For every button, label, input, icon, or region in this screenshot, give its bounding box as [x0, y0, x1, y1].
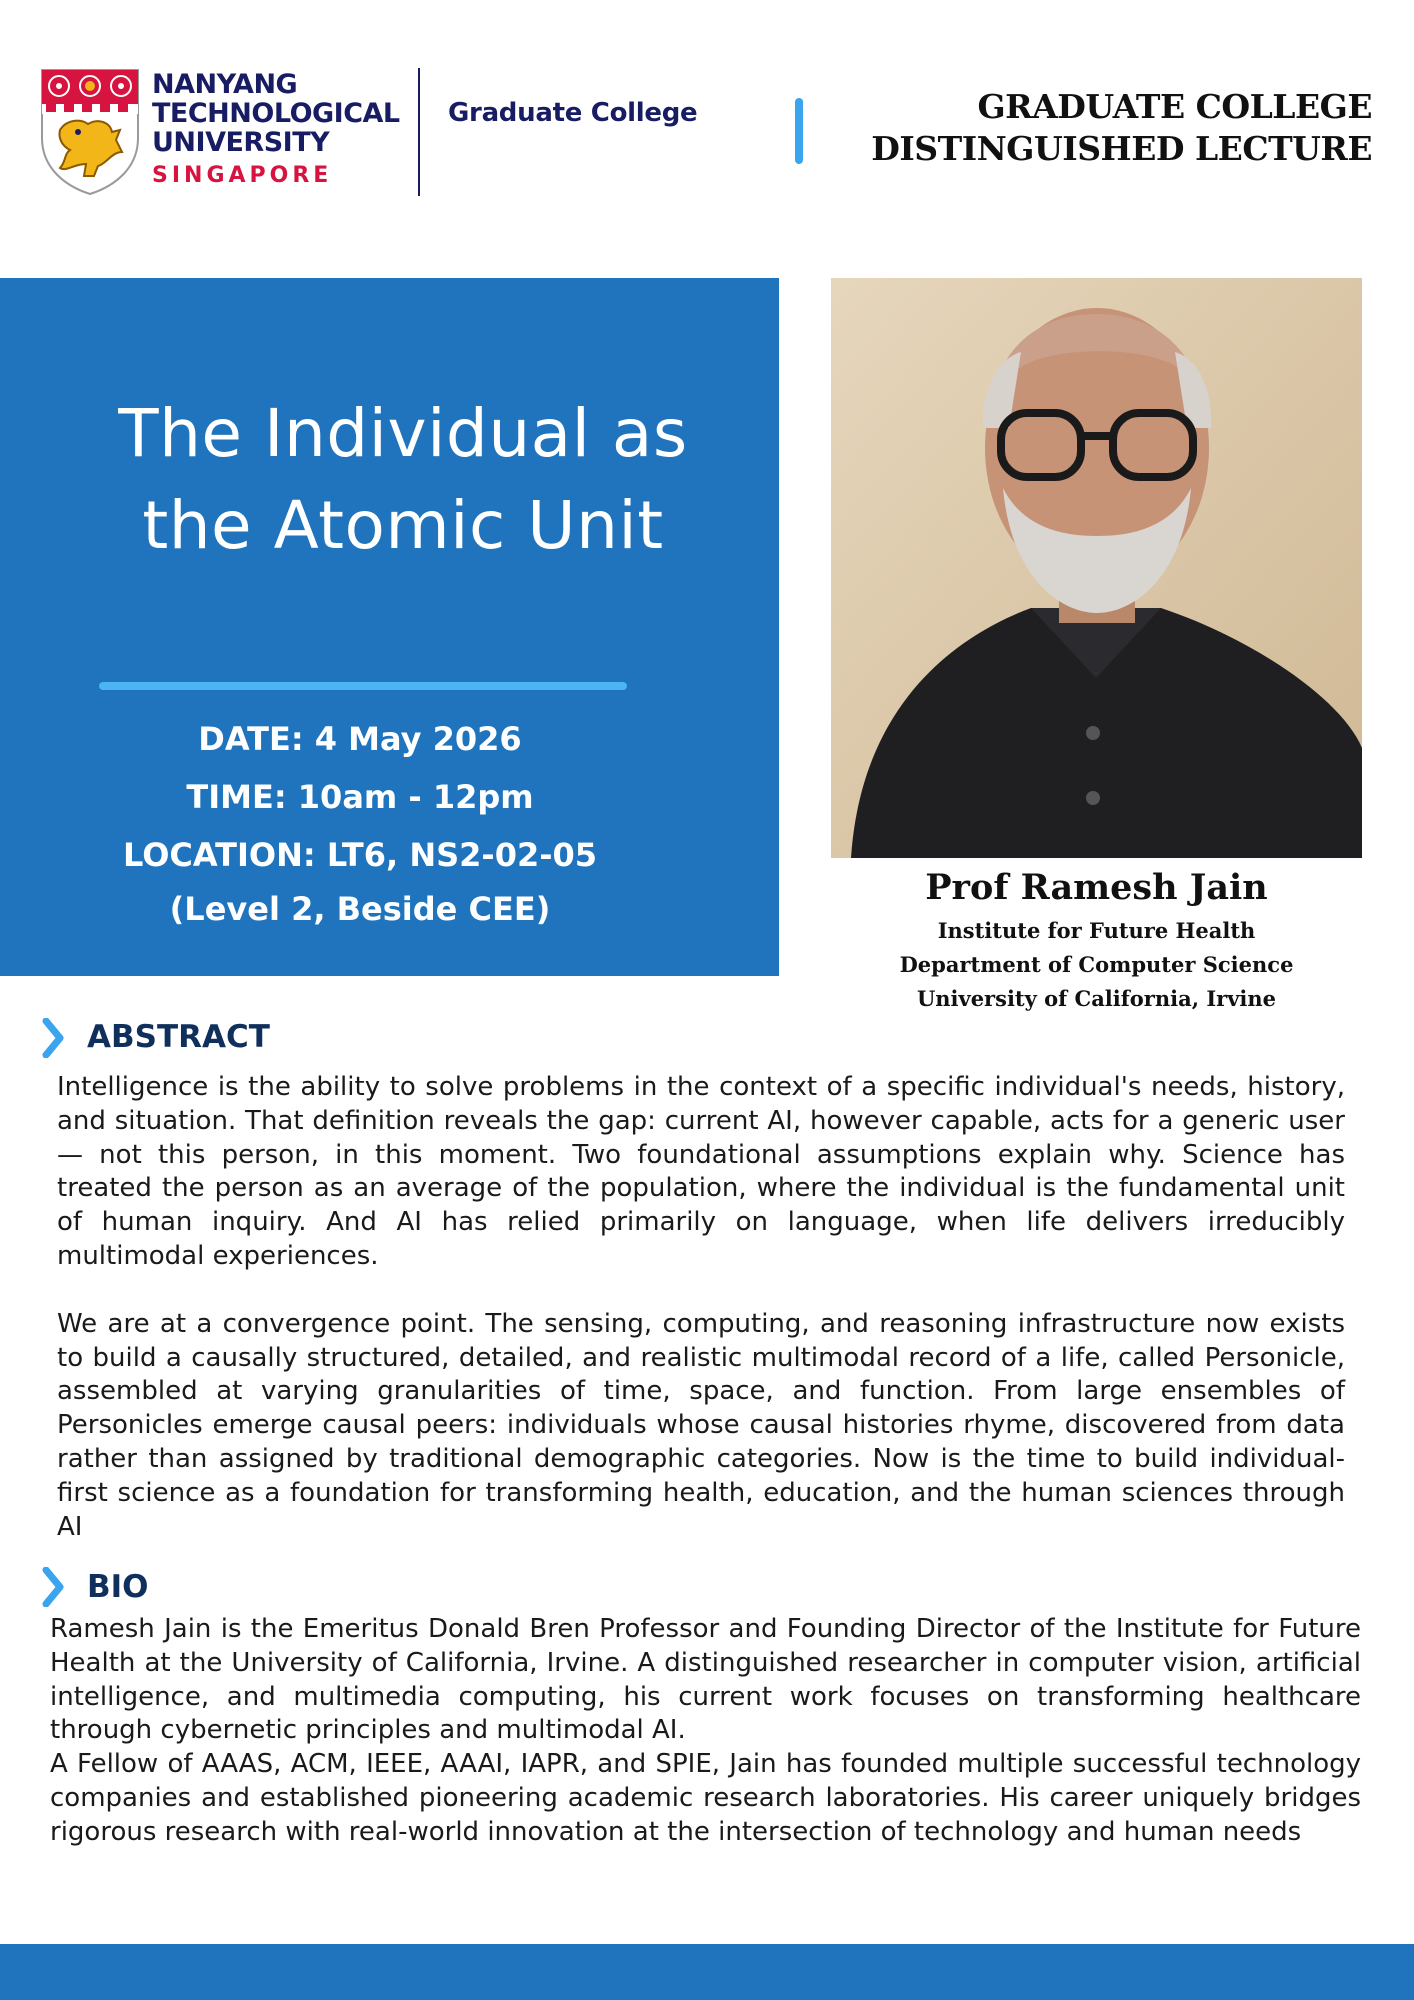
lecture-series-title	[871, 86, 1372, 170]
footer-bar	[0, 1944, 1414, 2000]
speaker-info	[831, 862, 1362, 1016]
event-location: LOCATION: LT6, NS2-02-05	[122, 836, 598, 874]
university-name-line: NANYANG	[152, 69, 298, 100]
university-name-line: UNIVERSITY	[152, 127, 330, 158]
speaker-name: Prof Ramesh Jain	[925, 867, 1268, 908]
talk-title-line-1: The Individual as	[118, 395, 688, 472]
event-time: TIME: 10am - 12pm	[186, 778, 534, 816]
header-accent-bar	[795, 98, 803, 164]
bio-paragraph-2: A Fellow of AAAS, ACM, IEEE, AAAI, IAPR, and SPIE, Jain has founded multiple successful technology companies and established pioneering academic research laboratories. His career uniquely bridges rigorous research with real-world innovation at the intersection of technology and human needs	[50, 1749, 1361, 1847]
speaker-affiliation-2: Department of Computer Science	[899, 952, 1294, 977]
chevron-right-icon	[42, 1018, 64, 1058]
speaker-affiliation-1: Institute for Future Health	[937, 918, 1256, 943]
talk-title-line-2: the Atomic Unit	[142, 487, 664, 564]
university-country: SINGAPORE	[152, 163, 333, 188]
chevron-right-icon	[42, 1567, 64, 1607]
bio-body	[50, 1613, 1361, 1850]
speaker-portrait	[831, 278, 1362, 858]
university-name-line: TECHNOLOGICAL	[152, 98, 400, 129]
talk-title	[0, 388, 806, 572]
series-line-1: GRADUATE COLLEGE	[977, 87, 1372, 126]
header-divider	[418, 68, 420, 196]
event-date: DATE: 4 May 2026	[198, 720, 522, 758]
ntu-crest-logo	[40, 68, 140, 196]
event-location-detail: (Level 2, Beside CEE)	[169, 890, 551, 928]
series-line-2: DISTINGUISHED LECTURE	[871, 129, 1372, 168]
abstract-body	[57, 1071, 1345, 1544]
bio-paragraph-1: Ramesh Jain is the Emeritus Donald Bren Professor and Founding Director of the Institute for Future Health at the University of California, Irvine. A distinguished researcher in computer vision, artificial intelligence, and multimedia computing, his current work focuses on transforming healthcare through cybernetic principles and multimodal AI.	[50, 1614, 1361, 1746]
event-details	[0, 710, 720, 938]
panel-divider	[99, 682, 627, 690]
abstract-paragraph-2: We are at a convergence point. The sensing, computing, and reasoning infrastructure now exists to build a causally structured, detailed, and realistic multimodal record of a life, called Personicle, assembled at varying granularities of time, space, and function. From large ensembles of Personicles emerge causal peers: individuals whose causal histories rhyme, discovered from data rather than assigned by traditional demographic categories. Now is the time to build individual-first science as a foundation for transforming health, education, and the human sciences through AI	[57, 1308, 1345, 1542]
abstract-heading: ABSTRACT	[87, 1019, 270, 1055]
bio-heading: BIO	[87, 1569, 149, 1605]
university-wordmark	[152, 70, 400, 190]
abstract-paragraph-1: Intelligence is the ability to solve problems in the context of a specific individual's needs, history, and situation. That definition reveals the gap: current AI, however capable, acts for a generic user — not this person, in this moment. Two foundational assumptions explain why. Science has treated the person as an average of the population, where the individual is the fundamental unit of human inquiry. And AI has relied primarily on language, when life delivers irreducibly multimodal experiences.	[57, 1072, 1345, 1271]
speaker-affiliation-3: University of California, Irvine	[916, 986, 1277, 1011]
college-name: Graduate College	[448, 98, 698, 128]
